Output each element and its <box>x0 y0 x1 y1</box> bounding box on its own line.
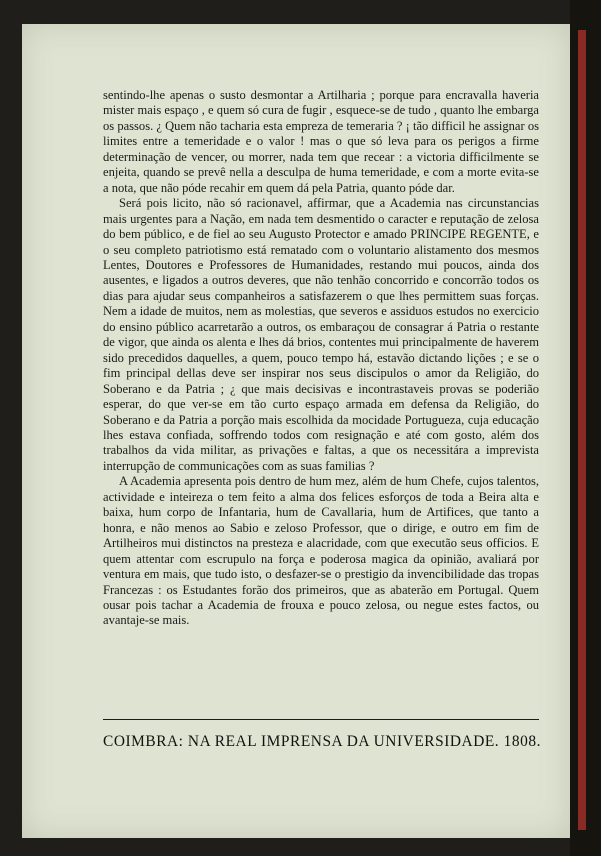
spine-binding-strip <box>578 30 586 830</box>
body-text <box>103 88 539 629</box>
paragraph-apresenta: A Academia apresenta pois dentro de hum mez, além de hum Chefe, cujos talentos, actividade e inteireza o tem feito a alma dos felices esforços de toda a Beira alta e baixa, hum corpo de Infantaria, hum de Cavallaria, hum de Artifices, que tanto a honra, e não menos ao Sabio e zeloso Professor, que o dirige, e outro em fim de Artilheiros mui distinctos na presteza e alacridade, com que executão seus officios. E quem attentar com escrupulo na força e poderosa magica da opinião, avaliará por ventura em mais, que tudo isto, o desfazer-se o prestigio da invencibilidade das tropas Francezas : os Estudantes forão dos primeiros, que as abaterão em Portugal. Quem ousar pois tachar a Academia de frouxa e pouco zelosa, ou negue estes factos, ou avantaje-se mais. <box>103 474 539 628</box>
imprint-rule <box>103 719 539 720</box>
printer-imprint: COIMBRA: NA REAL IMPRENSA DA UNIVERSIDADE. 1808. <box>103 733 541 750</box>
paragraph-academia: Será pois licito, não só racionavel, affirmar, que a Academia nas circunstancias mais urgentes para a Nação, em nada tem desmentido o caracter e reputação de zelosa do bem público, e de fiel ao seu Augusto Protector e amado PRINCIPE REGENTE, e o seu completo patriotismo está rematado com o voluntario alistamento dos mesmos Lentes, Doutores e Professores de Humanidades, restando mui poucos, ainda dos ausentes, e ligados a outros deveres, que não tenhão concorrido e concorrão todos os dias para ajudar seus companheiros a satisfazerem o que lhes permittem suas forças. Nem a idade de muitos, nem as molestias, que severos e assiduos estudos no exercicio do ensino público acarretarão a outros, os embaraçou de consagrar á Patria o restante de vigor, que ainda os alenta e lhes dá brios, contentes mui principalmente de haverem sido precedidos daquelles, a quem, pouco tempo há, estavão dictando lições ; e se o fim principal dellas deve ser inspirar nos seus discipulos o amor da Religião, do Soberano e da Patria ; ¿ que mais decisivas e incontrastaveis provas se poderião esperar, do que ver-se em tão curto espaço armada em defensa da Religião, do Soberano e da Patria a porção mais escolhida da mocidade Portugueza, cuja educação lhes estava confiada, soffrendo todos com resignação e até com gosto, além dos trabalhos da vida militar, as privações e faltas, a que os necessitára a imprevista interrupção de communicações com as suas familias ? <box>103 196 539 473</box>
paragraph-continued: sentindo-lhe apenas o susto desmontar a Artilharia ; porque para encravalla haveria mister mais espaço , e quem só cura de fugir , esquece-se de tudo , quanto lhe embarga os passos. ¿ Quem não tacharia esta empreza de temeraria ? ¡ tão difficil he assignar os limites entre a temeridade e o valor ! mas o que só leva para os perigos a firme determinação de vencer, ou morrer, nada tem que recear : a victoria difficilmente se enjeita, quando se prevê nella a desculpa de huma temeridade, e com a morte evita-se a nota, que não póde recahir em quem dá pela Patria, quanto póde dar. <box>103 88 539 195</box>
